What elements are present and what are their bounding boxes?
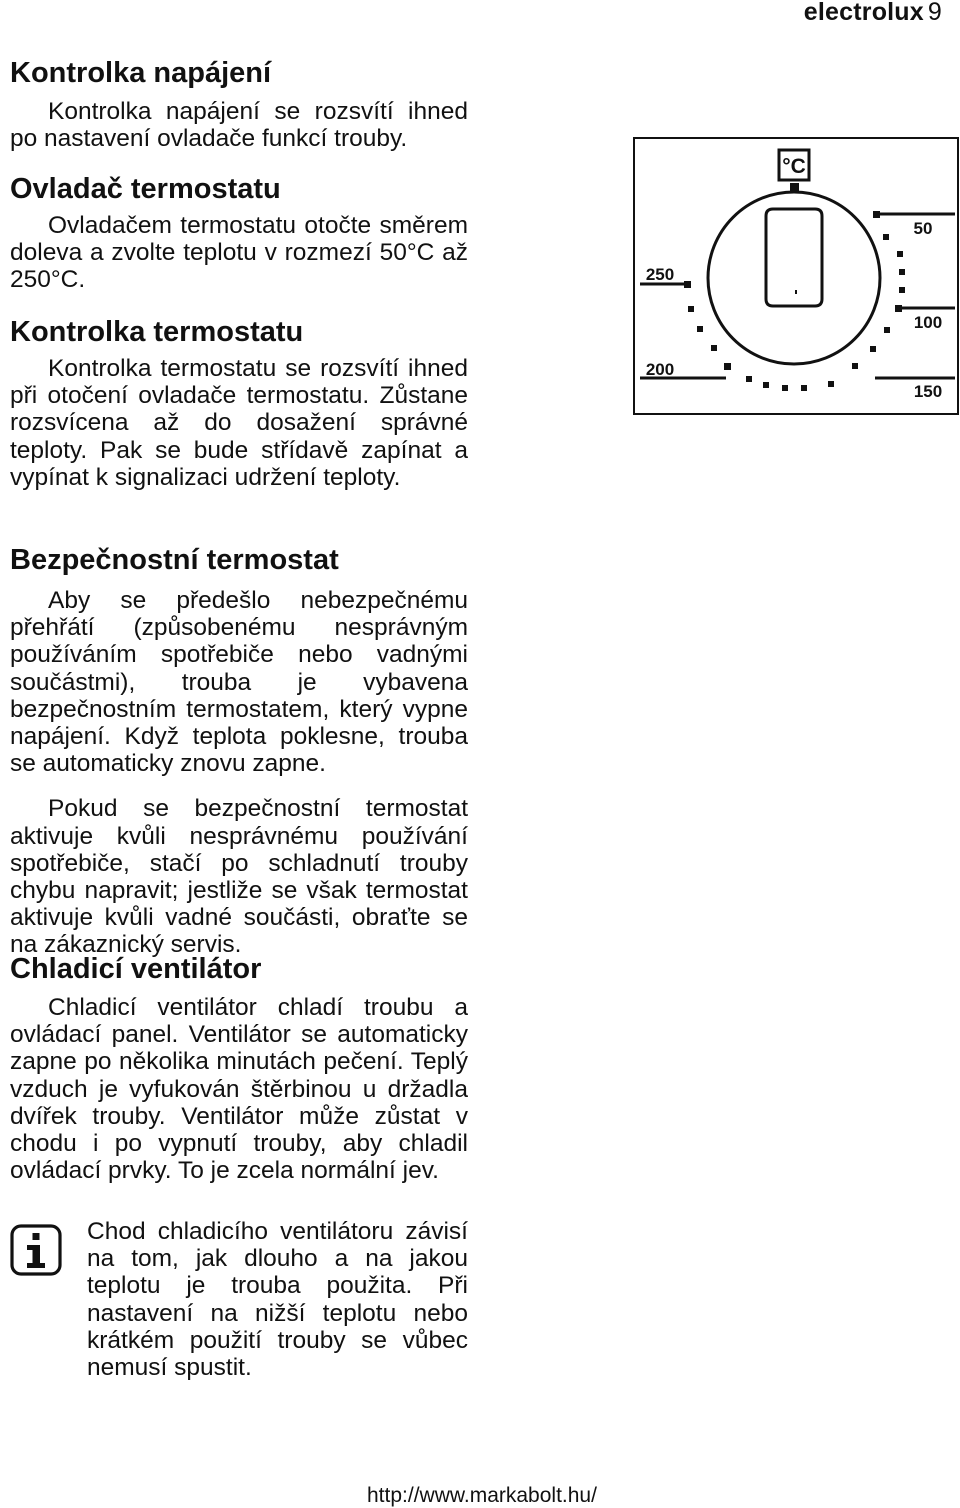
section-thermostat-indicator <box>10 315 468 491</box>
dial-label-200: 200 <box>645 360 675 379</box>
dial-label-150: 150 <box>913 382 943 401</box>
unit-symbol: °C <box>782 155 806 178</box>
dial-label-50: 50 <box>913 219 933 238</box>
section-paragraph: Aby se předešlo nebezpečnému přehřátí (způsobenému nesprávným používáním spotřebiče nebo vadnými součástmi), trouba je vybavena bezpečnostním termostatem, který vypne napájení. Když teplota poklesne, trouba se automaticky znovu zapne. <box>10 587 468 778</box>
section-title: Kontrolka napájení <box>10 57 272 89</box>
brand-header <box>804 0 942 27</box>
brand-name: electrolux <box>803 0 924 26</box>
dial-label-100: 100 <box>913 313 943 332</box>
section-paragraph: Chladicí ventilátor chladí troubu a ovládací panel. Ventilátor se automaticky zapne po několika minutách pečení. Teplý vzduch je vyfukován štěrbinou u držadla dvířek trouby. Ventilátor může zůstat v chodu i po vypnutí trouby, aby chladil ovládací prvky. To je zcela normální jev. <box>10 994 468 1185</box>
section-title: Bezpečnostní termostat <box>10 544 339 576</box>
knob-grip <box>766 209 822 306</box>
info-icon <box>10 1224 62 1276</box>
thermostat-dial-diagram <box>633 137 959 415</box>
section-paragraph: Pokud se bezpečnostní termostat aktivuje kvůli nesprávnému používání spotřebiče, stačí po schladnutí trouby chybu napravit; jestliže se však termostat aktivuje kvůli vadné součásti, obraťte se na zákaznický servis. <box>10 795 468 959</box>
section-thermostat-knob <box>10 172 468 294</box>
section-title: Chladicí ventilátor <box>10 953 262 985</box>
section-paragraph: Kontrolka napájení se rozsvítí ihned po nastavení ovladače funkcí trouby. <box>10 98 468 153</box>
info-note <box>10 1218 468 1381</box>
section-title: Ovladač termostatu <box>10 173 281 205</box>
section-cooling-fan <box>10 952 468 1184</box>
footer-url: http://www.markabolt.hu/ <box>367 1484 597 1507</box>
page-number: 9 <box>927 0 942 26</box>
section-paragraph: Ovladačem termostatu otočte směrem doleva a zvolte teplotu v rozmezí 50°C až 250°C. <box>10 212 468 294</box>
section-paragraph: Kontrolka termostatu se rozsvítí ihned při otočení ovladače termostatu. Zůstane rozsvícena až do dosažení správné teploty. Pak se bude střídavě zapínat a vypínat k signalizaci udržení teploty. <box>10 355 468 491</box>
note-text: Chod chladicího ventilátoru závisí na tom, jak dlouho a na jakou teplotu je trouba použita. Při nastavení na nižší teplotu nebo krátkém použití trouby se vůbec nemusí spustit. <box>87 1218 468 1382</box>
dial-label-250: 250 <box>645 265 675 284</box>
section-power-indicator <box>10 56 468 152</box>
section-title: Kontrolka termostatu <box>10 316 304 348</box>
section-safety-thermostat <box>10 543 468 959</box>
